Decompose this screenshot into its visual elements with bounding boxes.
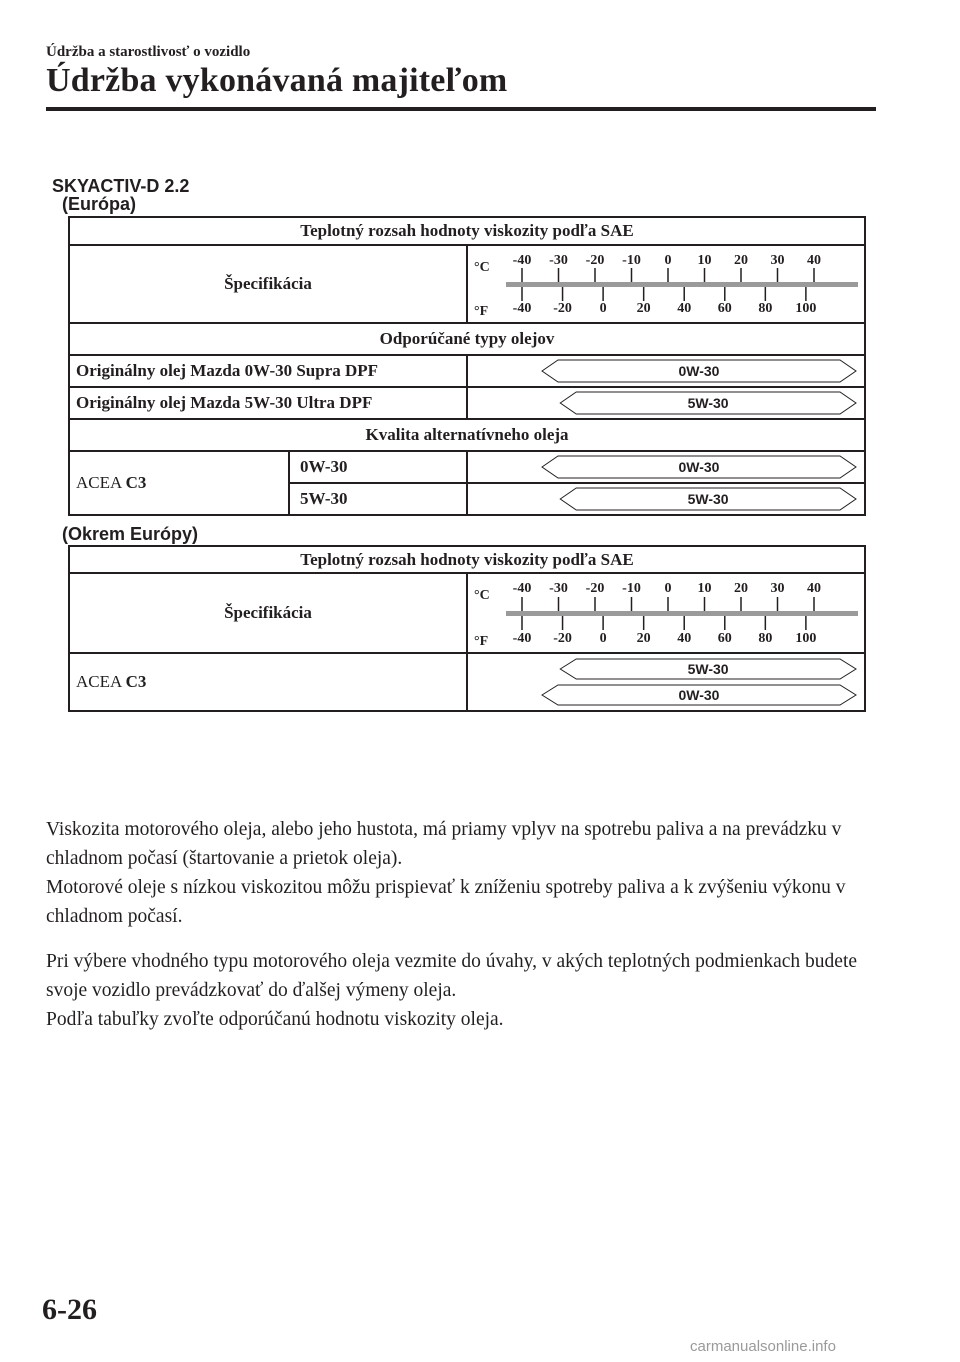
temperature-scale (468, 247, 862, 321)
acea-class: C3 (125, 473, 147, 492)
engine-model-label: SKYACTIV-D 2.2 (52, 176, 190, 196)
paragraph: Podľa tabuľky zvoľte odporúčanú hodnotu viskozity oleja. (46, 1009, 504, 1030)
sae-range-header: Teplotný rozsah hodnoty viskozity podľa SAE (69, 217, 865, 245)
celsius-tick-label: -20 (585, 253, 605, 268)
acea-spec (69, 653, 467, 711)
celsius-tick-label: 0 (664, 253, 672, 268)
celsius-unit: °C (474, 588, 490, 603)
viscosity-grade-label: 0W-30 (678, 363, 720, 379)
fahrenheit-tick-label: -20 (553, 631, 572, 646)
celsius-tick-label: -40 (512, 253, 532, 268)
viscosity-grade-label: 5W-30 (687, 395, 729, 411)
celsius-tick-label: -10 (622, 253, 641, 268)
viscosity-bar-0w30 (468, 357, 862, 385)
celsius-tick-label: -20 (585, 581, 605, 596)
celsius-tick-label: 20 (734, 253, 748, 268)
spec-label: Špecifikácia (69, 245, 467, 323)
acea-spec (69, 451, 289, 515)
celsius-tick-label: 40 (807, 581, 821, 596)
viscosity-grade-label: 0W-30 (678, 459, 720, 475)
bar-cell (467, 483, 865, 515)
viscosity-bar-0w30 (468, 453, 862, 481)
fahrenheit-unit: °F (474, 634, 489, 649)
acea-class: C3 (125, 672, 147, 691)
celsius-tick-label: -30 (549, 581, 568, 596)
temperature-scale (468, 575, 862, 651)
celsius-tick-label: 0 (664, 581, 672, 596)
bar-cell (467, 355, 865, 387)
viscosity-bar-5w30 (468, 389, 862, 417)
fahrenheit-tick-label: 60 (717, 631, 732, 646)
alternative-oil-header: Kvalita alternatívneho oleja (69, 419, 865, 451)
bar-cell (467, 451, 865, 483)
fahrenheit-tick-label: 80 (758, 301, 773, 316)
paragraph: Pri výbere vhodného typu motorového oleja vezmite do úvahy, v akých teplotných podmienkach budete svoje vozidlo prevádzkovať do ďalšej výmeny oleja. (46, 951, 858, 1001)
acea-prefix: ACEA (76, 672, 122, 691)
sae-range-header: Teplotný rozsah hodnoty viskozity podľa SAE (69, 546, 865, 573)
paragraph: Motorové oleje s nízkou viskozitou môžu prispievať k zníženiu spotreby paliva a k zvýšeniu výkonu v chladnom počasí. (46, 877, 846, 927)
recommended-oils-header: Odporúčané typy olejov (69, 323, 865, 355)
celsius-unit: °C (474, 260, 490, 275)
fahrenheit-tick-label: -20 (553, 301, 572, 316)
spec-label: Špecifikácia (69, 573, 467, 653)
fahrenheit-tick-label: 100 (795, 301, 817, 316)
viscosity-grade-label: 5W-30 (687, 661, 729, 677)
oil-name-0w30: Originálny olej Mazda 0W-30 Supra DPF (69, 355, 467, 387)
temperature-scale-cell (467, 573, 865, 653)
title-rule (46, 107, 876, 111)
fahrenheit-tick-label: 0 (599, 631, 607, 646)
fahrenheit-tick-label: 40 (677, 631, 692, 646)
temperature-scale-bar (506, 611, 858, 616)
fahrenheit-tick-label: 80 (758, 631, 773, 646)
acea-prefix: ACEA (76, 473, 122, 492)
bar-cell (467, 653, 865, 711)
celsius-tick-label: -30 (549, 253, 568, 268)
fahrenheit-tick-label: -40 (512, 301, 532, 316)
viscosity-bar-5w30 (468, 485, 862, 513)
temperature-scale-cell (467, 245, 865, 323)
bar-cell (467, 387, 865, 419)
outside-europe-oil-table (68, 545, 866, 712)
fahrenheit-tick-label: 0 (599, 301, 607, 316)
alt-grade-0w30: 0W-30 (289, 451, 467, 483)
fahrenheit-tick-label: 60 (717, 301, 732, 316)
fahrenheit-tick-label: 100 (795, 631, 817, 646)
outside-europe-label: (Okrem Európy) (62, 524, 199, 544)
viscosity-bar-5w30 (468, 656, 862, 682)
fahrenheit-tick-label: 20 (636, 631, 651, 646)
celsius-tick-label: 30 (770, 581, 785, 596)
page-number: 6-26 (42, 1293, 97, 1326)
europe-label: (Európa) (62, 194, 136, 214)
celsius-tick-label: -10 (622, 581, 641, 596)
celsius-tick-label: -40 (512, 581, 532, 596)
fahrenheit-unit: °F (474, 304, 489, 319)
viscosity-grade-label: 5W-30 (687, 491, 729, 507)
europe-oil-table (68, 216, 866, 516)
celsius-tick-label: 40 (807, 253, 821, 268)
fahrenheit-tick-label: -40 (512, 631, 532, 646)
watermark: carmanualsonline.info (690, 1338, 836, 1355)
viscosity-grade-label: 0W-30 (678, 687, 720, 703)
page-title: Údržba vykonávaná majiteľom (46, 62, 508, 99)
viscosity-bar-0w30 (468, 682, 862, 708)
fahrenheit-tick-label: 40 (677, 301, 692, 316)
celsius-tick-label: 20 (734, 581, 748, 596)
breadcrumb: Údržba a starostlivosť o vozidlo (46, 44, 251, 60)
paragraph: Viskozita motorového oleja, alebo jeho hustota, má priamy vplyv na spotrebu paliva a na prevádzku v chladnom počasí (štartovanie a prietok oleja). (46, 819, 842, 869)
celsius-tick-label: 30 (770, 253, 785, 268)
celsius-tick-label: 10 (697, 253, 712, 268)
oil-name-5w30: Originálny olej Mazda 5W-30 Ultra DPF (69, 387, 467, 419)
alt-grade-5w30: 5W-30 (289, 483, 467, 515)
fahrenheit-tick-label: 20 (636, 301, 651, 316)
celsius-tick-label: 10 (697, 581, 712, 596)
temperature-scale-bar (506, 282, 858, 287)
